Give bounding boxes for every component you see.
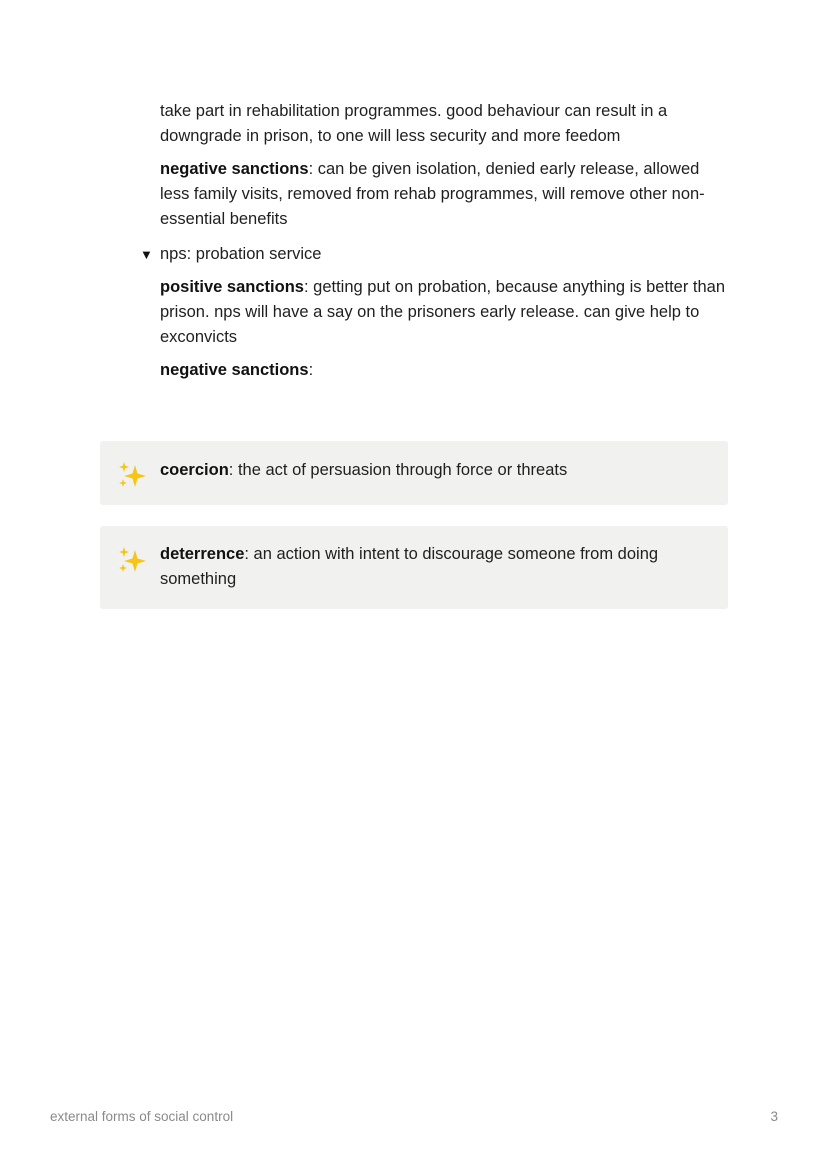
- callout-coercion: [100, 441, 728, 505]
- paragraph-text: : getting put on probation, because anything is better than prison. nps will have a say on the prisoners early release. can give help to exconvicts: [160, 278, 726, 346]
- term-label: negative sanctions: [160, 160, 309, 178]
- page-number: 3: [770, 1109, 778, 1124]
- paragraph-text: take part in rehabilitation programmes. good behaviour can result in a downgrade in prison, to one will less security and more feedom: [160, 102, 668, 145]
- callout-deterrence: [100, 526, 728, 609]
- toggle-triangle-icon[interactable]: ▼: [140, 247, 153, 262]
- nps-positive-sanctions: [160, 275, 730, 350]
- prison-negative-sanctions: [160, 157, 730, 232]
- prison-positive-continuation: [160, 99, 730, 149]
- toggle-label: nps: probation service: [160, 245, 322, 263]
- paragraph-text: : can be given isolation, denied early release, allowed less family visits, removed from rehab programmes, will remove other non-essential benefits: [160, 160, 705, 228]
- nps-toggle[interactable]: [140, 242, 730, 267]
- term-label: coercion: [160, 461, 229, 479]
- page-content: [140, 99, 730, 391]
- term-label: deterrence: [160, 545, 245, 563]
- callout-text: [160, 542, 700, 592]
- callout-text: [160, 458, 700, 483]
- sparkles-icon: [116, 459, 148, 491]
- sparkles-icon: [116, 544, 148, 576]
- nps-negative-sanctions: [160, 358, 730, 383]
- term-label: negative sanctions: [160, 361, 309, 379]
- term-label: positive sanctions: [160, 278, 304, 296]
- definition-text: : the act of persuasion through force or threats: [228, 461, 568, 479]
- paragraph-text: :: [308, 361, 314, 379]
- footer-title: external forms of social control: [50, 1109, 234, 1124]
- definition-text: : an action with intent to discourage someone from doing something: [160, 545, 659, 588]
